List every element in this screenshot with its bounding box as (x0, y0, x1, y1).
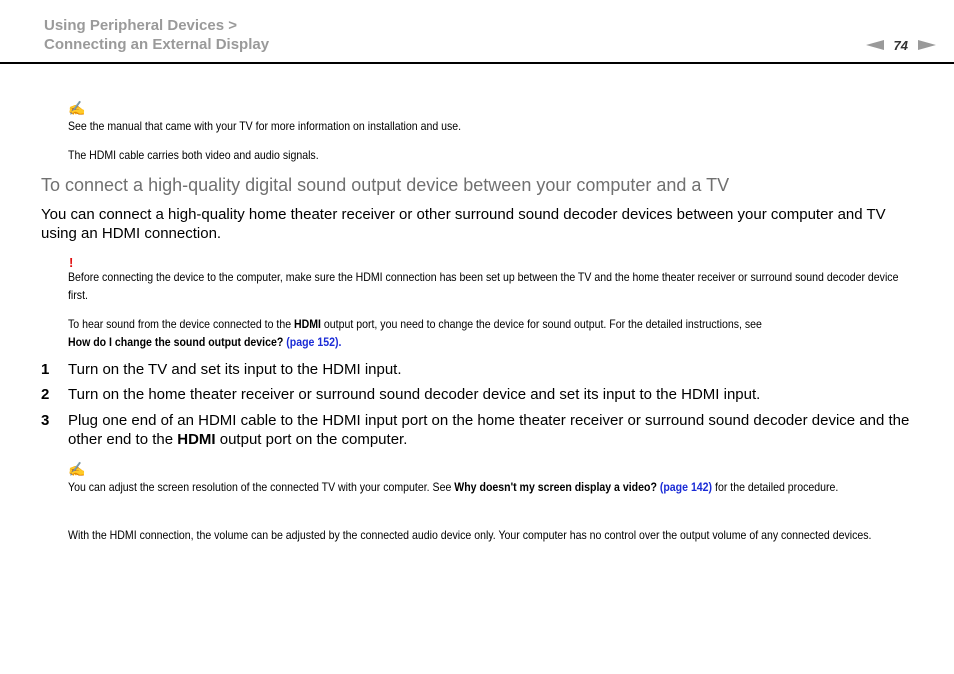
breadcrumb-section[interactable]: Using Peripheral Devices > (44, 17, 238, 34)
page-header (0, 0, 954, 64)
step-number: 2 (41, 386, 50, 403)
next-page-arrow-icon[interactable] (918, 40, 936, 50)
note-pencil-icon: ✍ (68, 461, 86, 477)
page-link-142[interactable]: (page 142) (659, 480, 713, 494)
faq-title: Why doesn't my screen display a video? (454, 480, 657, 494)
text-bold: HDMI (177, 431, 216, 448)
step-number: 1 (41, 361, 50, 378)
note-text: See the manual that came with your TV for more information on installation and use. (68, 119, 462, 133)
note-pencil-icon: ✍ (68, 100, 86, 116)
note-paragraph (68, 478, 913, 496)
header-divider (0, 62, 954, 64)
intro-paragraph: You can connect a high-quality home theater receiver or other surround sound decoder devices between your computer and TV using an HDMI connection. (41, 206, 886, 242)
page-number: 74 (893, 37, 908, 53)
caution-paragraph (68, 315, 913, 351)
step-text (68, 411, 918, 449)
text-run: output port, you need to change the device for sound output. For the detailed instructions, see (321, 317, 762, 331)
text-run: . (338, 335, 342, 349)
text-run: You can adjust the screen resolution of the connected TV with your computer. See (68, 480, 455, 494)
page-navigator (866, 36, 936, 54)
prev-page-arrow-icon[interactable] (866, 40, 884, 50)
text-run: output port on the computer. (215, 431, 408, 448)
caution-icon: ! (69, 255, 74, 270)
note-text: The HDMI cable carries both video and audio signals. (68, 148, 319, 162)
step-text: Turn on the TV and set its input to the HDMI input. (68, 361, 402, 378)
faq-title: How do I change the sound output device? (68, 335, 284, 349)
text-run: To hear sound from the device connected to the (68, 317, 295, 331)
step-text: Turn on the home theater receiver or surround sound decoder device and set its input to the HDMI input. (68, 386, 761, 403)
page-link-152[interactable]: (page 152) (286, 335, 339, 349)
text-run: for the detailed procedure. (712, 480, 839, 494)
section-heading: To connect a high-quality digital sound output device between your computer and a TV (41, 175, 730, 195)
step-number: 3 (41, 412, 50, 429)
caution-text: Before connecting the device to the computer, make sure the HDMI connection has been set up between the TV and the home theater receiver or surround sound decoder device first. (68, 270, 899, 302)
text-run: Plug one end of an HDMI cable to the HDMI input port on the home theater receiver or surround sound decoder device and the other end to the (68, 412, 910, 448)
note-paragraph: With the HDMI connection, the volume can be adjusted by the connected audio device only. Your computer has no control over the output volume of any connected devices. (68, 528, 872, 542)
breadcrumb-page[interactable]: Connecting an External Display (44, 36, 270, 53)
text-bold: HDMI (294, 317, 321, 331)
